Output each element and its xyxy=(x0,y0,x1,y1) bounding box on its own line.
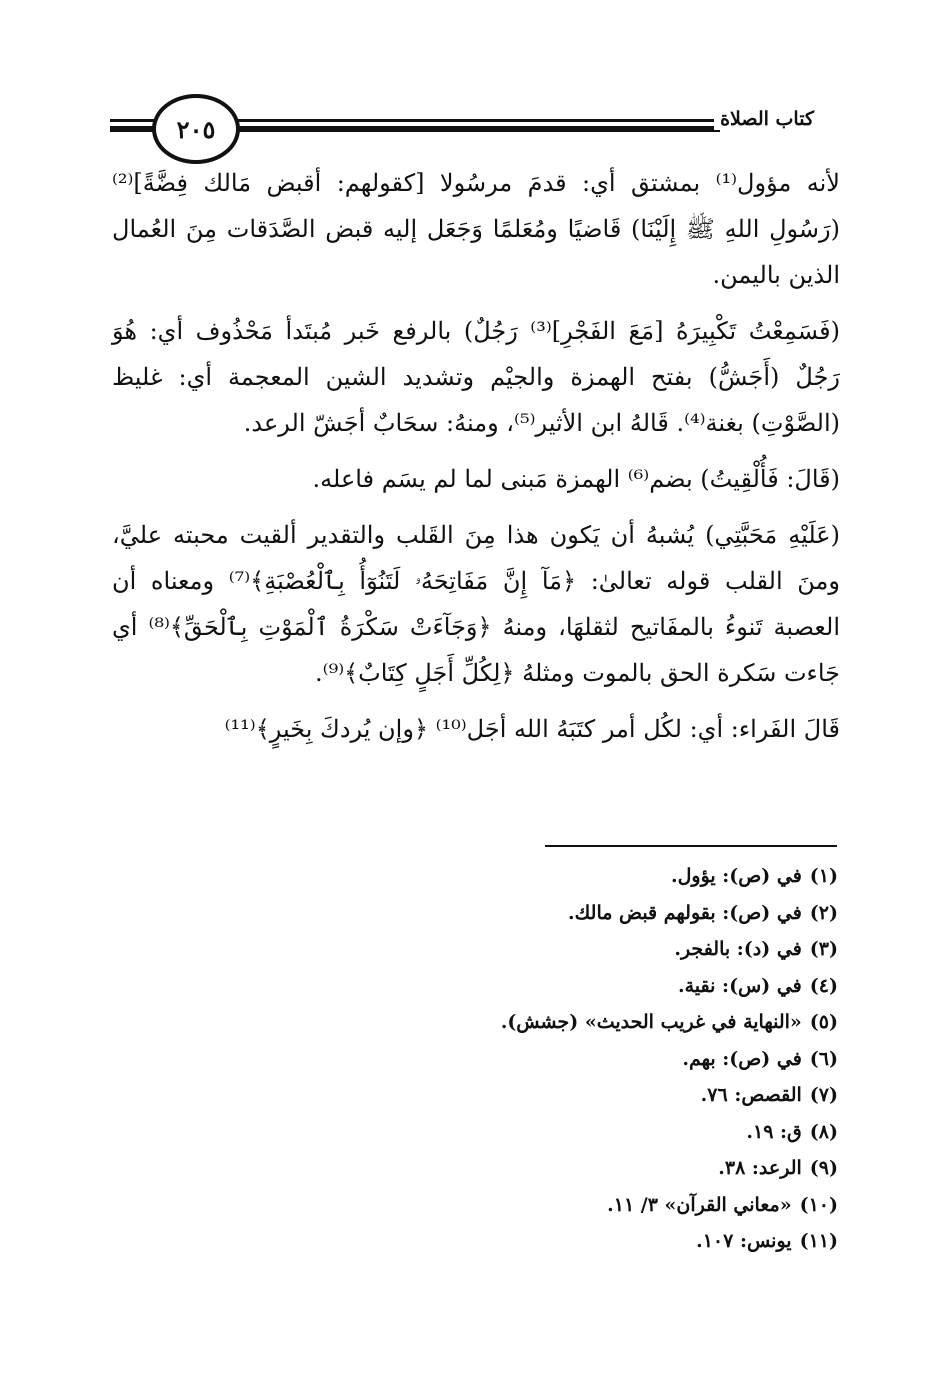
footnote-number: (٧) xyxy=(809,1084,838,1106)
paragraph: قَالَ الفَراء: أي: لكُل أمر كتَبَهُ الله أجَل⁽¹⁰⁾ ﴿وإن يُردكَ بِخَيرٍ﴾⁽¹¹⁾ xyxy=(224,715,840,743)
footnote-item xyxy=(300,1041,838,1078)
footnote-number: (١١) xyxy=(799,1230,838,1252)
paragraph: (قَالَ: فَأُلْقِيتُ) بضم⁽⁶⁾ الهمزة مَبنى لما لم يسَم فاعله. xyxy=(312,465,840,493)
main-text xyxy=(112,160,840,762)
footnote-item xyxy=(300,1187,838,1224)
footnote-item xyxy=(300,1077,838,1114)
footnote-item xyxy=(300,858,838,895)
footnote-number: (٣) xyxy=(809,938,838,960)
footnote-text: في (د): بالفجر. xyxy=(674,938,802,960)
footnote-text: في (ص): بقولهم قبض مالك. xyxy=(568,901,802,924)
footnotes xyxy=(300,858,838,1260)
page-header xyxy=(110,92,840,162)
footnote-text: «معاني القرآن» ٣/ ١١. xyxy=(607,1193,792,1216)
footnote-text: يونس: ١٠٧. xyxy=(696,1230,792,1252)
footnote-number: (٦) xyxy=(809,1047,838,1070)
footnote-text: في (س): نقية. xyxy=(678,974,802,997)
footnote-item xyxy=(300,1114,838,1151)
footnote-item xyxy=(300,1004,838,1041)
footnote-number: (١) xyxy=(809,865,838,887)
footnote-number: (٩) xyxy=(809,1157,838,1179)
footnote-text: القصص: ٧٦. xyxy=(700,1084,802,1106)
footnote-text: ق: ١٩. xyxy=(746,1120,802,1143)
footnote-item xyxy=(300,968,838,1005)
footnote-number: (٨) xyxy=(809,1120,838,1143)
book-title: كتاب الصلاة xyxy=(714,108,820,130)
footnote-text: في (ص): يؤول. xyxy=(670,865,802,887)
paragraph: (عَلَيْهِ مَحَبَّتِي) يُشبهُ أن يَكون هذا مِنَ القَلب والتقدير ألقيت محبته عليَّ، ومنَ القلب قوله تعالىٰ: ﴿مَآ إِنَّ مَفَاتِحَهُۥ لَتَنُوٓأُ بِٱلْعُصْبَةِ﴾⁽⁷⁾ ومعناه أن العصبة تَنوءُ بالمفَاتيح لثقلهَا، ومنهُ ﴿وَجَآءَتْ سَكْرَةُ ٱلْمَوْتِ بِٱلْحَقِّ﴾⁽⁸⁾ أي جَاءت سَكرة الحق بالموت ومثلهُ ﴿لِكُلِّ أَجَلٍ كِتَابٌ﴾⁽⁹⁾. xyxy=(112,521,840,687)
paragraph: لأنه مؤول⁽¹⁾ بمشتق أي: قدمَ مرسُولا [كقولهم: أقبض مَالك فِضَّةً]⁽²⁾ (رَسُولِ اللهِ ﷺ إِلَيْنَا) قَاضيًا ومُعَلمًا وَجَعَل إليه قبض الصَّدَقات مِنَ العُمال الذين باليمن. xyxy=(112,169,840,289)
footnote-text: الرعد: ٣٨. xyxy=(718,1157,802,1179)
paragraph: (فَسَمِعْتُ تَكْبِيرَهُ [مَعَ الفَجْرِ]⁽³⁾ رَجُلٌ) بالرفع خَبر مُبتَدأ مَحْذُوف أي: هُوَ رَجُلٌ (أَجَشُّ) بفتح الهمزة والجيْم وتشديد الشين المعجمة أي: غليظ (الصَّوْتِ) بغنة⁽⁴⁾. قَالهُ ابن الأثير⁽⁵⁾، ومنهُ: سحَابٌ أجَشّ الرعد. xyxy=(112,317,840,437)
footnote-text: في (ص): بهم. xyxy=(682,1047,802,1070)
footnote-separator xyxy=(545,845,837,847)
footnote-item xyxy=(300,895,838,932)
footnote-item xyxy=(300,931,838,968)
footnote-item xyxy=(300,1150,838,1187)
footnote-item xyxy=(300,1223,838,1260)
page-number: ٢٠٥ xyxy=(152,94,240,164)
footnote-number: (٢) xyxy=(809,901,838,924)
footnote-text: «النهاية في غريب الحديث» (جشش). xyxy=(500,1011,802,1033)
footnote-number: (١٠) xyxy=(799,1193,838,1216)
footnote-number: (٥) xyxy=(809,1011,838,1033)
footnote-number: (٤) xyxy=(809,974,838,997)
